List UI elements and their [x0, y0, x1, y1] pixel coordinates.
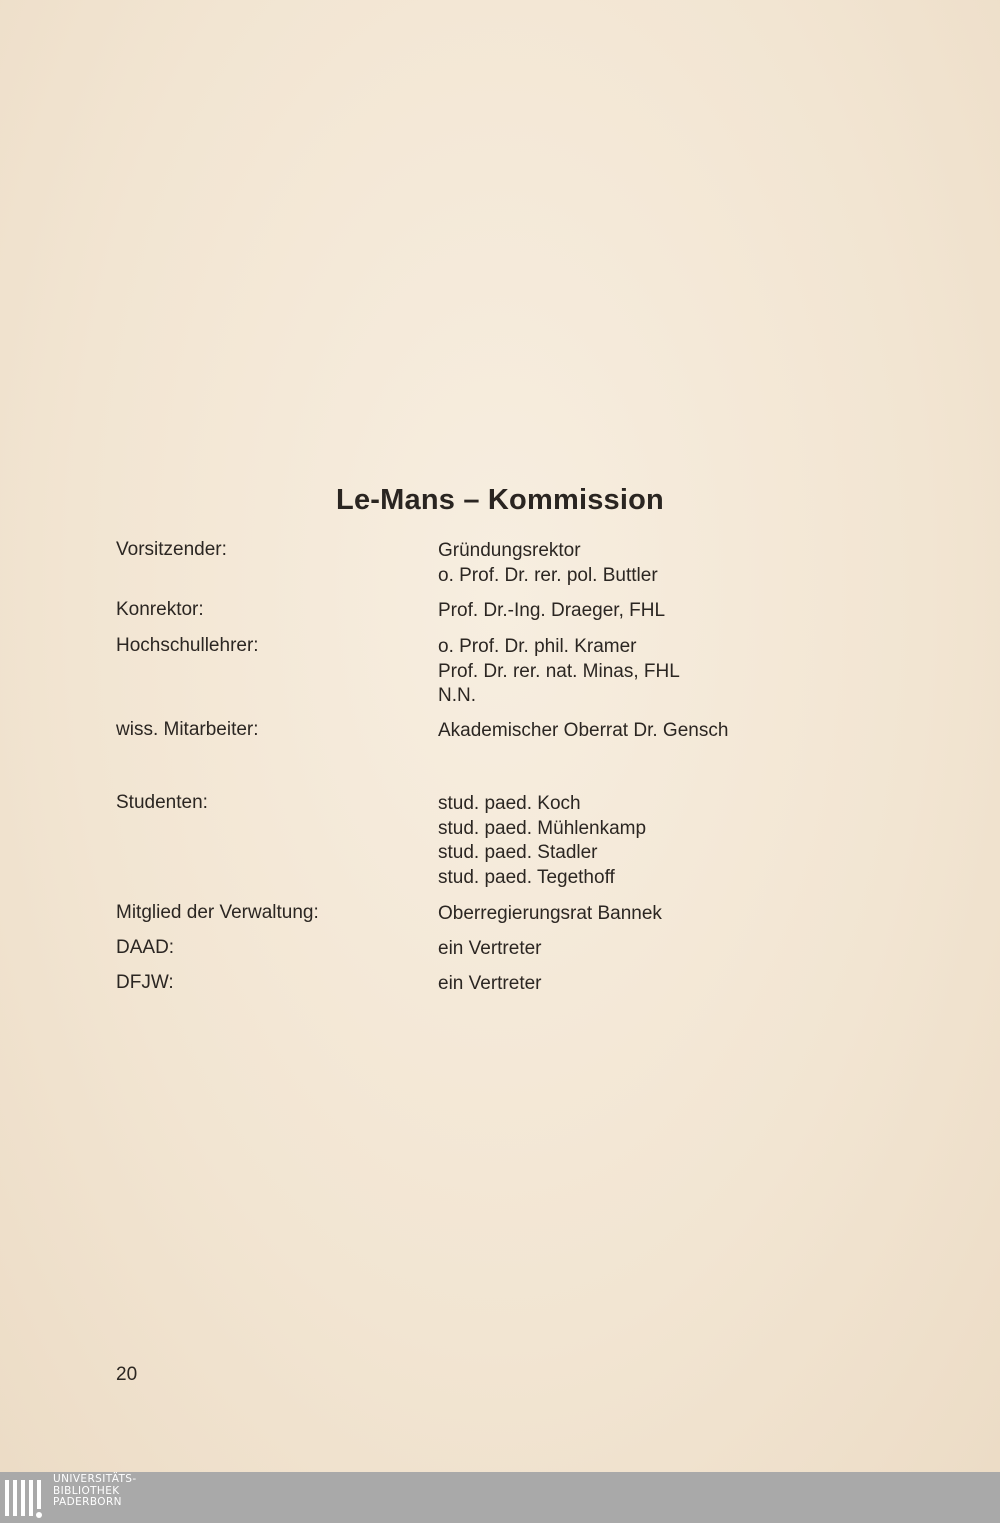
row-label: DFJW: [116, 972, 174, 993]
row-label: DAAD: [116, 937, 175, 958]
row-value: stud. paed. Mühlenkamp [438, 817, 647, 839]
row-value: stud. paed. Stadler [438, 842, 598, 863]
row-value: o. Prof. Dr. phil. Kramer [438, 636, 637, 657]
row-values [438, 599, 665, 624]
row-value: stud. paed. Koch [438, 793, 581, 814]
row-label: Hochschullehrer: [116, 635, 259, 656]
row-values [438, 902, 662, 927]
row-values [438, 539, 658, 588]
logo-line: UNIVERSITÄTS- [53, 1473, 137, 1485]
row-label: Mitglied der Verwaltung: [116, 902, 319, 923]
row-values [438, 792, 646, 890]
row-label: Konrektor: [116, 599, 204, 620]
row-value: Prof. Dr.-Ing. Draeger, FHL [438, 600, 666, 621]
row-value: Prof. Dr. rer. nat. Minas, FHL [438, 660, 680, 682]
row-value: ein Vertreter [438, 938, 542, 959]
row-value: Gründungsrektor [438, 540, 581, 561]
document-title: Le-Mans – Kommission [336, 484, 664, 516]
row-value: Oberregierungsrat Bannek [438, 903, 662, 924]
page-number: 20 [116, 1364, 138, 1385]
library-footer [0, 1472, 1000, 1523]
row-label: wiss. Mitarbeiter: [116, 719, 259, 740]
logo-line: PADERBORN [53, 1496, 122, 1508]
row-label: Vorsitzender: [116, 539, 227, 560]
library-logo-icon [4, 1476, 48, 1520]
row-values [438, 635, 680, 709]
row-values [438, 937, 542, 962]
row-values [438, 972, 542, 997]
row-label: Studenten: [116, 792, 208, 813]
row-value: Akademischer Oberrat Dr. Gensch [438, 720, 729, 741]
row-value: stud. paed. Tegethoff [438, 866, 615, 888]
row-value: ein Vertreter [438, 973, 542, 994]
row-values [438, 719, 728, 744]
logo-line: BIBLIOTHEK [53, 1484, 120, 1497]
row-value: N.N. [438, 685, 476, 706]
row-value: o. Prof. Dr. rer. pol. Buttler [438, 564, 658, 586]
library-logo-text [53, 1474, 137, 1509]
